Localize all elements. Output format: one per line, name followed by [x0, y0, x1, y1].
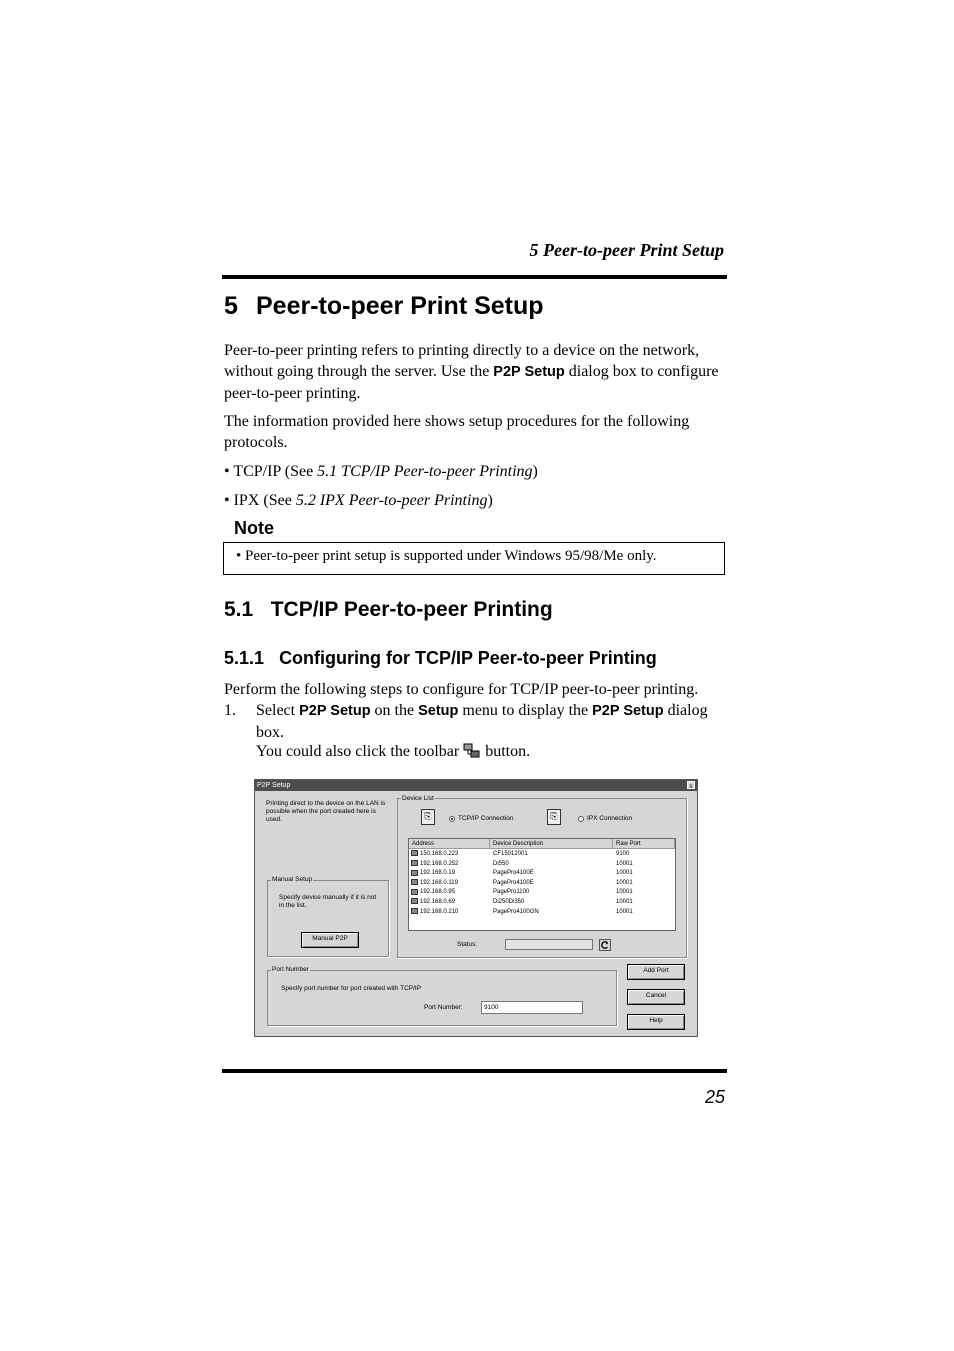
device-list-label: Device List [402, 795, 434, 802]
table-row[interactable] [409, 850, 675, 860]
dialog-title-bar: P2P Setup [255, 780, 697, 791]
cell-description: CF15012001 [493, 851, 528, 857]
cell-raw-port: 10001 [616, 879, 633, 886]
tcpip-network-icon: ⎘ [421, 809, 435, 825]
ipx-option-label[interactable]: IPX Connection [587, 815, 633, 822]
computer-icon [411, 889, 418, 895]
intro-paragraph-2: The information provided here shows setup procedures for the following protocols. [224, 413, 690, 451]
computer-icon [411, 898, 418, 904]
chapter-number: 5 [224, 292, 238, 320]
bullet-suffix: ) [532, 463, 538, 480]
manual-p2p-button[interactable]: Manual P2P [301, 932, 359, 948]
address-text: 192.168.0.69 [420, 899, 456, 905]
port-number-text: Specify port number for port created with TCP/IP [281, 985, 422, 992]
step-1-text [256, 700, 726, 743]
computer-icon [411, 870, 418, 876]
port-number-label: Port Number: [424, 1004, 463, 1011]
table-row[interactable] [409, 869, 675, 879]
steps-intro: Perform the following steps to configure for TCP/IP peer-to-peer printing. [224, 681, 699, 698]
column-header-raw-port[interactable]: Raw Port [613, 839, 675, 849]
p2p-setup-dialog [254, 779, 698, 1037]
cell-address [411, 850, 458, 860]
cell-raw-port: 10001 [616, 899, 633, 905]
note-text: • Peer-to-peer print setup is supported under Windows 95/98/Me only. [236, 548, 657, 564]
bullet-ref-link[interactable]: 5.1 TCP/IP Peer-to-peer Printing [317, 463, 533, 480]
close-icon[interactable]: x [687, 781, 695, 789]
subsection-title: Configuring for TCP/IP Peer-to-peer Printing [279, 648, 657, 668]
column-header-description[interactable]: Device Description [490, 839, 613, 849]
cell-raw-port: 9100 [616, 851, 630, 857]
port-number-input[interactable]: 9100 [481, 1001, 583, 1014]
table-row[interactable] [409, 898, 675, 908]
cell-description: PagePro1100 [493, 889, 530, 896]
computer-icon [411, 908, 418, 914]
page-number: 25 [704, 1087, 725, 1107]
step-text: dialog box. [256, 702, 708, 741]
intro-text-end: dialog box to configure peer-to-peer printing. [224, 363, 719, 402]
help-button[interactable]: Help [627, 1014, 685, 1030]
tcpip-option-label[interactable]: TCP/IP Connection [458, 815, 514, 822]
subsection-number: 5.1.1 [224, 648, 265, 668]
subsection-heading [224, 648, 657, 669]
cell-raw-port: 10001 [616, 908, 633, 915]
table-row[interactable] [409, 879, 675, 889]
step-number: 1. [224, 702, 236, 719]
cell-description: Di550 [493, 860, 509, 867]
bullet-suffix: ) [487, 492, 493, 509]
computer-icon [411, 860, 418, 866]
manual-setup-text: Specify device manually if it is not in the list. [279, 894, 377, 909]
address-text: 192.168.0.252 [420, 860, 459, 867]
section-title: TCP/IP Peer-to-peer Printing [270, 598, 553, 621]
top-rule [222, 275, 727, 279]
status-field [505, 939, 593, 950]
step-bold-p2p-setup: P2P Setup [592, 703, 664, 719]
table-row[interactable] [409, 888, 675, 898]
cell-raw-port: 10001 [616, 870, 633, 877]
cell-raw-port: 10001 [616, 860, 633, 867]
status-label: Status: [457, 941, 478, 948]
cell-description: PagePro4100GN [493, 908, 539, 915]
address-text: 192.168.0.19 [420, 870, 456, 877]
bullet-ref-link[interactable]: 5.2 IPX Peer-to-peer Printing [295, 492, 488, 509]
p2p-toolbar-icon [463, 743, 481, 759]
cell-raw-port: 10001 [616, 889, 633, 896]
chapter-title: Peer-to-peer Print Setup [256, 292, 544, 320]
port-number-group-label: Port Number [272, 966, 309, 973]
table-row[interactable] [409, 908, 675, 918]
bullet-prefix: • TCP/IP (See [224, 463, 318, 480]
cell-address [411, 879, 458, 889]
step-text: You could also click the toolbar [256, 743, 464, 760]
computer-icon [411, 850, 418, 856]
step-text: on the [370, 702, 419, 719]
step-1-toolbar-line [256, 741, 726, 762]
intro-bold-p2p: P2P Setup [493, 364, 565, 380]
intro-text: Peer-to-peer printing refers to printing directly to a device on the network, without going through the server. Use the [224, 342, 700, 380]
computer-icon [411, 879, 418, 885]
manual-setup-label: Manual Setup [272, 876, 313, 883]
cancel-button[interactable]: Cancel [627, 989, 685, 1005]
running-head: 5 Peer-to-peer Print Setup [529, 240, 724, 260]
port-number-group [267, 970, 617, 1026]
step-bold-p2p-setup: P2P Setup [299, 703, 371, 719]
add-port-button[interactable]: Add Port [627, 964, 685, 980]
step-text: button. [481, 743, 531, 760]
intro-paragraph-1 [224, 340, 724, 404]
column-header-address[interactable]: Address [409, 839, 490, 849]
cell-description: Di250Di350 [493, 899, 525, 905]
address-text: 150.168.0.223 [420, 851, 459, 857]
chapter-heading [224, 292, 544, 321]
bottom-rule [222, 1069, 727, 1073]
address-text: 192.168.0.210 [420, 908, 459, 915]
dialog-intro-text: Printing direct to the device on the LAN is possible when the port created here is used. [266, 800, 386, 823]
refresh-icon[interactable] [599, 938, 611, 950]
address-text: 192.168.0.95 [420, 889, 456, 896]
cell-address [411, 898, 455, 908]
cell-address [411, 869, 455, 879]
table-row[interactable] [409, 860, 675, 870]
ipx-network-icon: ⎘ [547, 809, 561, 825]
cell-address [411, 908, 458, 918]
cell-address [411, 860, 458, 870]
cell-description: PagePro4100E [493, 879, 534, 886]
note-title: Note [234, 518, 274, 538]
ipx-radio[interactable] [578, 816, 584, 822]
device-list-table[interactable] [408, 838, 676, 931]
section-number: 5.1 [224, 598, 254, 621]
step-text: menu to display the [458, 702, 593, 719]
address-text: 192.168.0.119 [420, 879, 458, 886]
bullet-prefix: • IPX (See [224, 492, 296, 509]
bullet-tcpip [224, 461, 724, 482]
step-text: Select [256, 702, 300, 719]
bullet-ipx [224, 490, 724, 511]
step-bold-setup: Setup [418, 703, 459, 719]
cell-address [411, 888, 455, 898]
section-heading [224, 598, 553, 622]
cell-description: PagePro4100E [493, 870, 534, 877]
tcpip-radio[interactable] [449, 816, 455, 822]
